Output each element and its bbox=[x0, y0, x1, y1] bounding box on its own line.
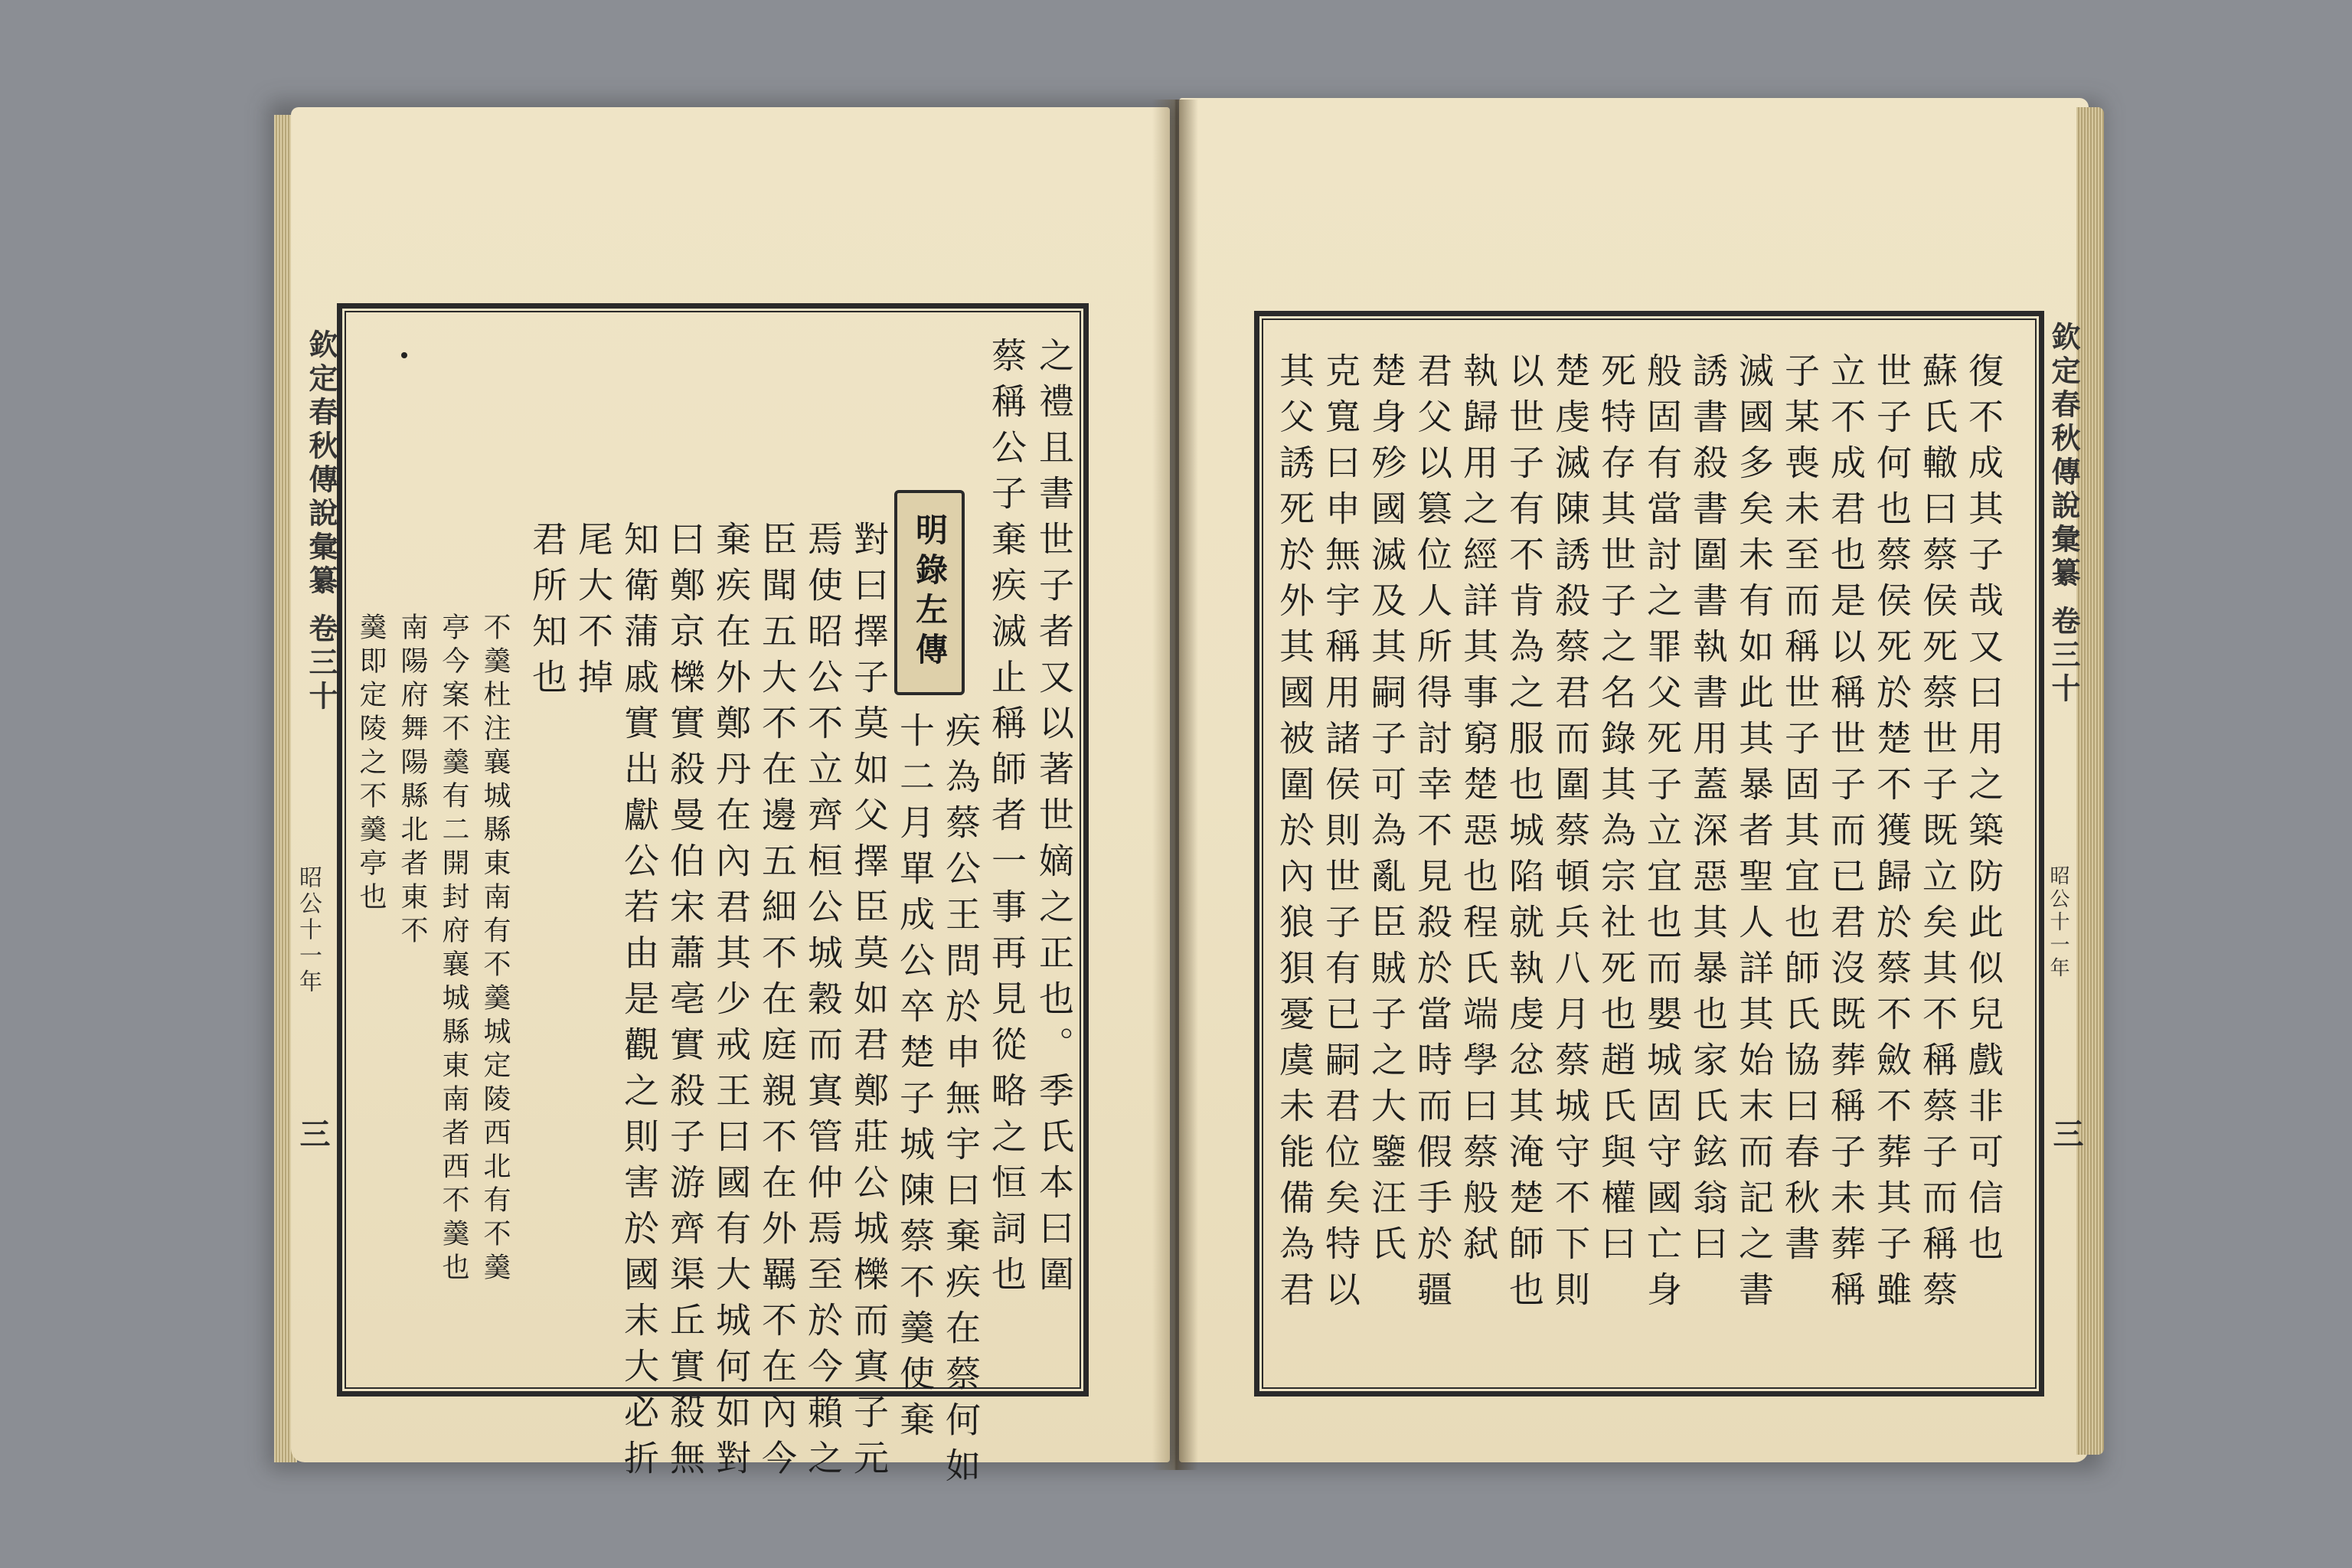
left-col-14: 亭今案不羹有二開封府襄城縣東南者西不羹也 bbox=[438, 612, 469, 1286]
right-col-16: 其父誘死於外其國被圍於內狼狽憂虞未能備為君 bbox=[1274, 352, 1315, 1317]
left-col-12: 君所知也 bbox=[527, 521, 568, 704]
left-col-3: 疾為蔡公王問於申無宇曰棄疾在蔡何如 bbox=[940, 712, 982, 1493]
right-col-15: 克寬曰申無宇稱用諸侯則世子有已嗣君位矣特以 bbox=[1320, 352, 1361, 1317]
left-folio: 三 bbox=[295, 1118, 331, 1152]
left-col-1: 之禮且書世子者又以著世嫡之正也。季氏本曰圍 bbox=[1034, 337, 1075, 1302]
left-col-8: 棄疾在外鄭丹在內君其少戒王曰國有大城何如對 bbox=[710, 521, 752, 1485]
left-col-11: 尾大不掉 bbox=[573, 521, 614, 704]
right-col-12: 執歸用之經詳其事窮楚惡也程氏端學曰蔡般弑 bbox=[1458, 352, 1499, 1271]
tag-label: 明錄左傳 bbox=[911, 513, 949, 672]
right-col-6: 滅國多矣未有如此其暴者聖人詳其始末而記之書 bbox=[1733, 352, 1775, 1317]
left-col-15: 南陽府舞陽縣北者東不 bbox=[397, 612, 428, 949]
right-col-11: 以世子有不肯為之服也城陷就執虔忿其淹楚師也 bbox=[1504, 352, 1545, 1317]
right-page-edges bbox=[2076, 107, 2104, 1455]
right-col-2: 蘇氏轍曰蔡侯死蔡世子既立矣其不稱蔡子而稱蔡 bbox=[1917, 352, 1958, 1317]
left-dot-marker bbox=[401, 352, 407, 358]
right-col-1: 復不成其子哉又曰用之築防此似兒戲非可信也 bbox=[1963, 352, 2004, 1271]
left-running-head: 欽定春秋傳說彙纂 卷三十 bbox=[304, 329, 338, 715]
right-col-9: 死特存其世子之名錄其為宗社死也趙氏與權曰 bbox=[1596, 352, 1637, 1271]
left-col-5: 對曰擇子莫如父擇臣莫如君鄭莊公城櫟而寘子元 bbox=[848, 521, 890, 1485]
left-col-13: 不羹杜注襄城縣東南有不羹城定陵西北有不羹 bbox=[479, 612, 511, 1286]
left-chapter-marker: 昭公十一年 bbox=[295, 865, 322, 995]
left-col-2: 蔡稱公子棄疾滅止稱師者一事再見從略之恒詞也 bbox=[986, 337, 1027, 1302]
left-col-7: 臣聞五大不在邊五細不在庭親不在外羈不在內今 bbox=[756, 521, 798, 1485]
right-col-7: 誘書殺書圍書執書用蓋深惡其暴也家氏鉉翁曰 bbox=[1687, 352, 1729, 1271]
right-col-3: 世子何也蔡侯死於楚不獲歸於蔡不斂不葬其子雖 bbox=[1871, 352, 1913, 1317]
left-col-9: 曰鄭京櫟實殺曼伯宋蕭亳實殺子游齊渠丘實殺無 bbox=[665, 521, 706, 1485]
mingluzuozhuan-tag bbox=[894, 490, 965, 695]
right-running-head: 欽定春秋傳說彙纂 卷三十 bbox=[2047, 322, 2081, 707]
left-col-6: 焉使昭公不立齊桓公城穀而寘管仲焉至於今賴之 bbox=[802, 521, 844, 1485]
left-col-16: 羹即定陵之不羹亭也 bbox=[355, 612, 387, 916]
right-col-10: 楚虔滅陳誘殺蔡君而圍蔡頓兵八月蔡城守不下則 bbox=[1550, 352, 1591, 1317]
right-col-14: 楚身殄國滅及其嗣子可為亂臣賊子之大鑒汪氏 bbox=[1366, 352, 1407, 1271]
right-col-8: 般固有當討之罪父死子立宜也而嬰城固守國亡身 bbox=[1642, 352, 1683, 1317]
right-folio: 三 bbox=[2048, 1118, 2084, 1152]
left-col-4: 十二月單成公卒楚子城陳蔡不羹使棄 bbox=[894, 712, 936, 1447]
right-chapter-marker: 昭公十一年 bbox=[2047, 865, 2069, 980]
right-col-5: 子某喪未至而稱世子固其宜也師氏協曰春秋書 bbox=[1779, 352, 1821, 1271]
right-col-4: 立不成君也是以稱世子而已君沒既葬稱子未葬稱 bbox=[1825, 352, 1867, 1317]
book-gutter bbox=[1152, 100, 1198, 1470]
right-col-13: 君父以篡位人所得討幸不見殺於當時而假手於疆 bbox=[1412, 352, 1453, 1317]
left-col-10: 知衛蒲戚實出獻公若由是觀之則害於國末大必折 bbox=[619, 521, 660, 1485]
